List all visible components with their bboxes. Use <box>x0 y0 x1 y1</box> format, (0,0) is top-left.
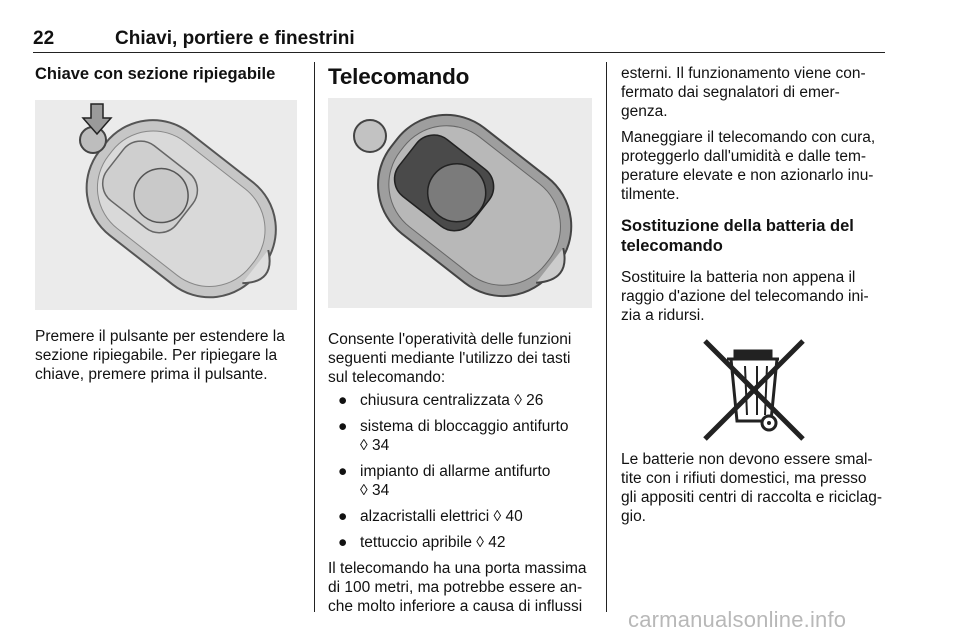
paragraph: Il telecomando ha una porta massima di 100 metri, ma potrebbe essere an- che molto inferiore a causa di influssi <box>328 560 587 615</box>
section-heading: Telecomando <box>328 64 470 89</box>
remote-control-key-illustration-icon <box>328 98 592 308</box>
list-item: ● sistema di bloccaggio antifurto ◊ 34 <box>338 418 569 454</box>
watermark: carmanualsonline.info <box>628 607 847 632</box>
bullet-icon: ● <box>338 508 348 525</box>
paragraph: Premere il pulsante per estendere la sezione ripiegabile. Per ripiegare la chiave, premere prima il pulsante. <box>35 328 285 383</box>
bullet-icon: ● <box>338 534 348 551</box>
bullet-icon: ● <box>338 392 348 409</box>
paragraph: Maneggiare il telecomando con cura, proteggerlo dall'umidità e dalle tem- perature elevate e non azionarlo inu- tilmente. <box>621 129 876 203</box>
column-1 <box>35 64 297 384</box>
bullet-icon: ● <box>338 463 348 480</box>
list-item: ● chiusura centralizzata ◊ 26 <box>338 392 544 409</box>
list-item: ● impianto di allarme antifurto ◊ 34 <box>338 463 551 499</box>
column-divider <box>606 62 607 612</box>
page-number: 22 <box>33 28 55 49</box>
crossed-out-wheelie-bin-icon <box>621 335 887 443</box>
bullet-icon: ● <box>338 418 348 435</box>
paragraph: esterni. Il funzionamento viene con- fermato dai segnalatori di emer- genza. <box>621 65 866 120</box>
chapter-title: Chiavi, portiere e finestrini <box>115 28 355 49</box>
paragraph: Consente l'operatività delle funzioni seguenti mediante l'utilizzo dei tasti sul telecomando: <box>328 331 572 386</box>
function-list <box>328 391 592 552</box>
folding-key-illustration-icon <box>35 100 297 310</box>
column-2 <box>328 64 592 616</box>
paragraph: Sostituire la batteria non appena il raggio d'azione del telecomando ini- zia a ridursi. <box>621 269 869 324</box>
section-heading: Chiave con sezione ripiegabile <box>35 65 276 83</box>
page-header <box>33 28 885 53</box>
list-item: ● tettuccio apribile ◊ 42 <box>338 534 506 551</box>
subsection-heading: Sostituzione della batteria del telecomando <box>621 217 854 255</box>
list-item: ● alzacristalli elettrici ◊ 40 <box>338 508 523 525</box>
column-3 <box>621 64 887 526</box>
paragraph: Le batterie non devono essere smal- tite con i rifiuti domestici, ma presso gli appositi centri di raccolta e riciclag- gio. <box>621 451 883 525</box>
column-divider <box>314 62 315 612</box>
